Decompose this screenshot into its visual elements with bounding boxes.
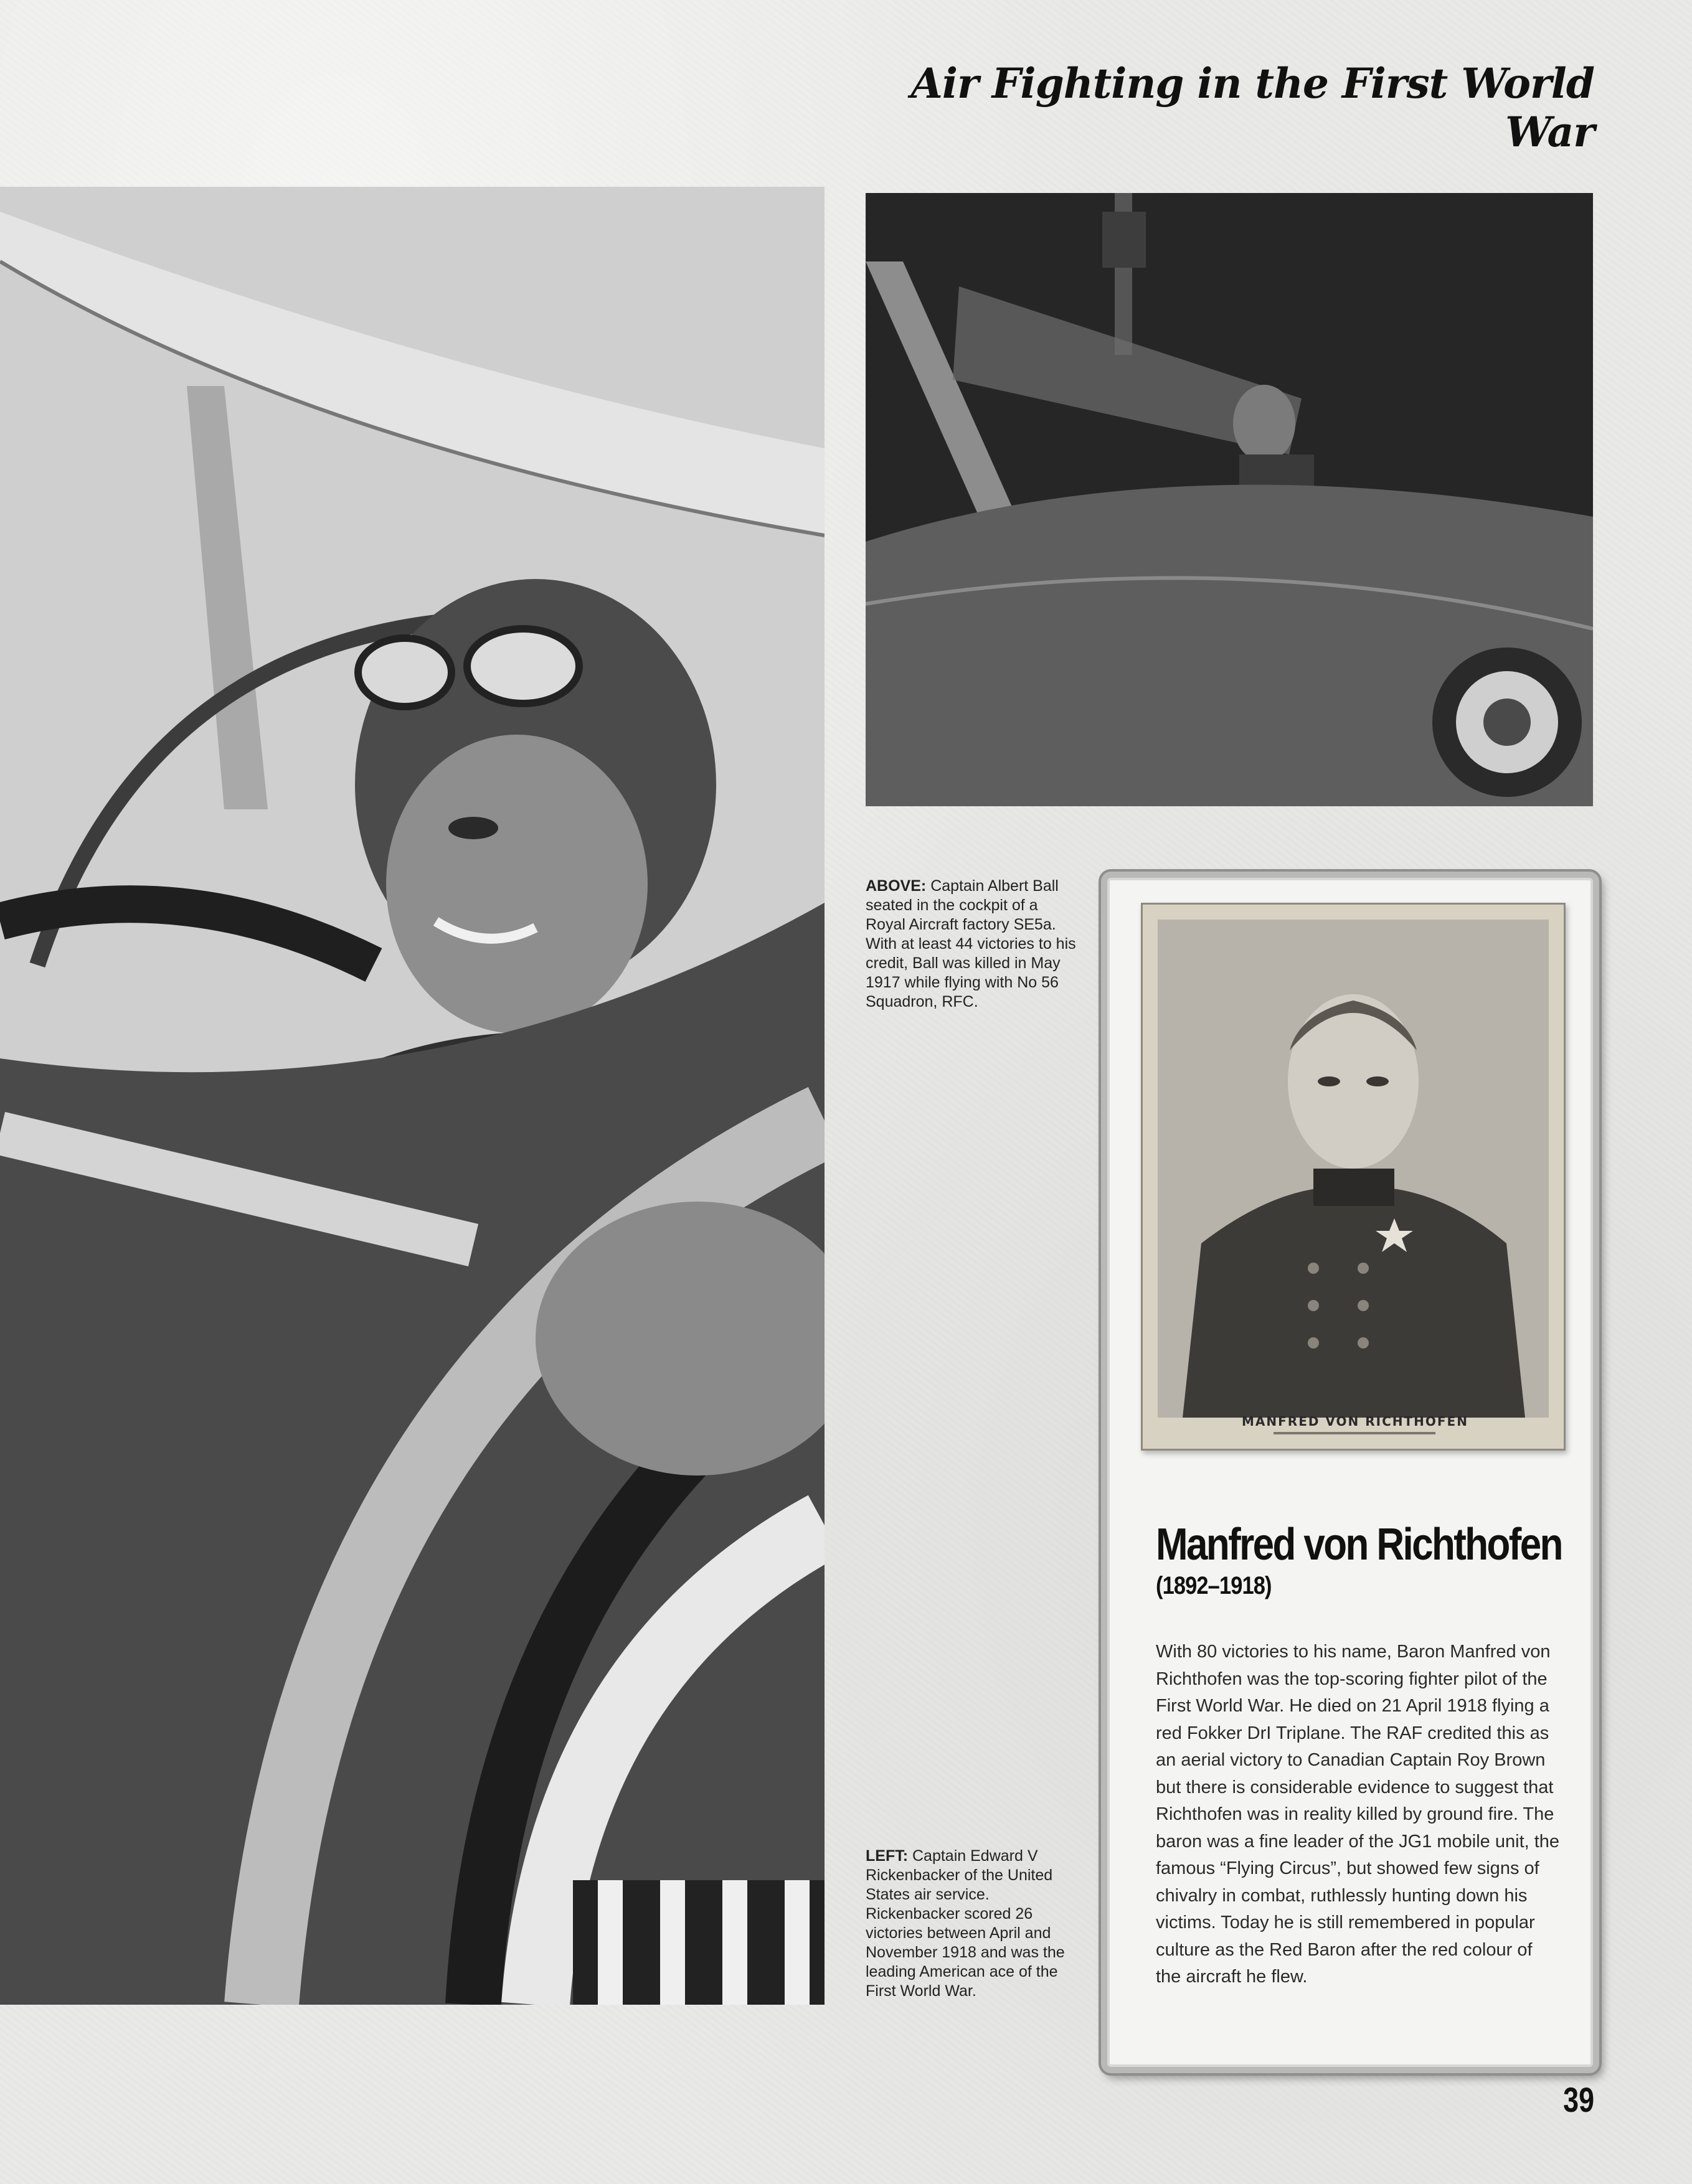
caption-above-label: ABOVE: (866, 877, 927, 895)
sidebar-dates: (1892–1918) (1156, 1572, 1272, 1599)
portrait-richthofen (1158, 920, 1549, 1418)
sidebar-title: Manfred von Richthofen (1156, 1520, 1562, 1570)
portrait-card (1141, 903, 1566, 1451)
sidebar-body: With 80 victories to his name, Baron Manfred von Richthofen was the top-scoring fighter pilot of the First World War. He died on 21 April 1918 flying a red Fokker DrI Triplane. The RAF credited this as an aerial victory to Canadian Captain Roy Brown but there is considerable evidence to suggest that Richthofen was in reality killed by ground fire. The baron was a fine leader of the JG1 mobile unit, the famous “Flying Circus”, but showed few signs of chivalry in combat, ruthlessly hunting down his victims. Today he is still remembered in popular culture as the Red Baron after the red colour of the aircraft he flew. (1156, 1642, 1560, 1987)
photo-rickenbacker (0, 187, 825, 2005)
caption-left-label: LEFT: (866, 1847, 909, 1865)
running-header: Air Fighting in the First World War (910, 59, 1594, 156)
page-number: 39 (1563, 2080, 1594, 2119)
caption-left (866, 1847, 1080, 2001)
portrait-card-fineprint (1143, 1431, 1567, 1436)
photo-albert-ball (866, 193, 1593, 806)
caption-left-text: Captain Edward V Rickenbacker of the United States air service. Rickenbacker scored 26 victories between April and November 1918 and was the leading American ace of the First World War. (866, 1847, 1065, 2000)
caption-above (866, 877, 1080, 1012)
portrait-card-label: MANFRED VON RICHTHOFEN (1242, 1414, 1468, 1429)
caption-above-text: Captain Albert Ball seated in the cockpit of a Royal Aircraft factory SE5a. With at least 44 victories to his credit, Ball was killed in May 1917 while flying with No 56 Squadron, RFC. (866, 877, 1076, 1010)
sidebar-box (1101, 872, 1599, 2073)
